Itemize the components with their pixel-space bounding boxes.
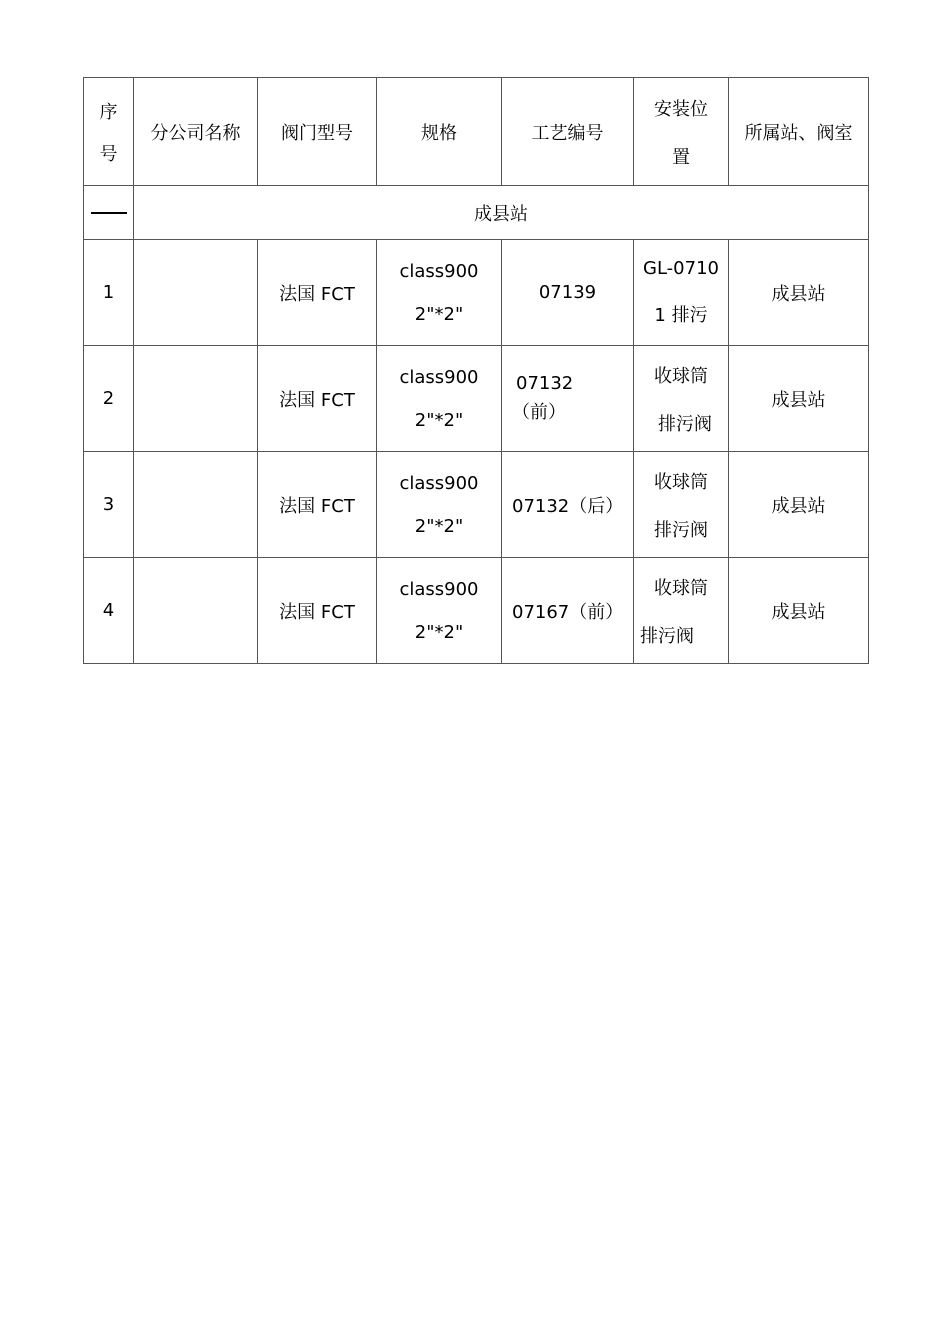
header-valve-model: 阀门型号	[258, 78, 377, 186]
cell-spec-line2: 2"*2"	[414, 303, 464, 325]
group-marker	[84, 186, 134, 240]
cell-seq: 2	[84, 346, 134, 452]
cell-spec	[377, 558, 502, 664]
header-seq-line2: 号	[99, 143, 118, 165]
cell-station: 成县站	[729, 452, 869, 558]
table-row	[84, 452, 869, 558]
cell-valve-model: 法国 FCT	[258, 558, 377, 664]
cell-spec-line2: 2"*2"	[414, 621, 464, 643]
cell-process-no	[502, 452, 634, 558]
cell-process-line1: 07139	[538, 282, 597, 303]
cell-install-location	[634, 558, 729, 664]
cell-branch	[134, 346, 258, 452]
cell-branch	[134, 558, 258, 664]
cell-install-line2: 排污阀	[658, 413, 712, 435]
cell-process-no	[502, 240, 634, 346]
header-row	[84, 78, 869, 186]
table-row	[84, 558, 869, 664]
cell-spec	[377, 346, 502, 452]
cell-process-line1: 07167（前）	[512, 601, 624, 623]
cell-install-line1: 收球筒	[654, 577, 708, 599]
cell-spec-line2: 2"*2"	[414, 409, 464, 431]
header-process-no: 工艺编号	[502, 78, 634, 186]
group-name: 成县站	[134, 186, 869, 240]
header-install-line1: 安装位	[654, 98, 708, 120]
cell-station: 成县站	[729, 558, 869, 664]
cell-spec-line1: class900	[399, 260, 479, 282]
cell-install-line2: 排污阀	[640, 625, 694, 647]
table-row	[84, 240, 869, 346]
group-dash	[91, 212, 127, 214]
cell-spec-line1: class900	[399, 472, 479, 494]
cell-process-no	[502, 346, 634, 452]
cell-install-location	[634, 240, 729, 346]
cell-spec-line1: class900	[399, 366, 479, 388]
cell-branch	[134, 452, 258, 558]
cell-install-line1: GL-0710	[643, 258, 719, 279]
cell-process-line1: 07132（后）	[512, 495, 624, 517]
cell-station: 成县站	[729, 346, 869, 452]
valve-table	[83, 77, 869, 664]
header-spec: 规格	[377, 78, 502, 186]
cell-valve-model: 法国 FCT	[258, 452, 377, 558]
cell-install-location	[634, 346, 729, 452]
cell-spec	[377, 240, 502, 346]
cell-seq: 3	[84, 452, 134, 558]
group-row	[84, 186, 869, 240]
cell-branch	[134, 240, 258, 346]
table-row	[84, 346, 869, 452]
cell-spec-line2: 2"*2"	[414, 515, 464, 537]
cell-install-location	[634, 452, 729, 558]
cell-station: 成县站	[729, 240, 869, 346]
cell-process-line1: 07132	[516, 373, 574, 394]
cell-process-no	[502, 558, 634, 664]
header-branch: 分公司名称	[134, 78, 258, 186]
cell-install-line1: 收球筒	[654, 365, 708, 387]
cell-valve-model: 法国 FCT	[258, 346, 377, 452]
cell-process-line2: （前）	[512, 402, 566, 423]
cell-seq: 4	[84, 558, 134, 664]
header-seq-line1: 序	[99, 101, 118, 123]
cell-spec	[377, 452, 502, 558]
header-install-location	[634, 78, 729, 186]
cell-seq: 1	[84, 240, 134, 346]
cell-valve-model: 法国 FCT	[258, 240, 377, 346]
header-seq	[84, 78, 134, 186]
cell-spec-line1: class900	[399, 578, 479, 600]
header-install-line2: 置	[672, 146, 690, 168]
cell-install-line2: 排污阀	[654, 519, 708, 541]
cell-install-line1: 收球筒	[654, 471, 708, 493]
cell-install-line2: 1 排污	[654, 305, 708, 326]
header-station: 所属站、阀室	[729, 78, 869, 186]
